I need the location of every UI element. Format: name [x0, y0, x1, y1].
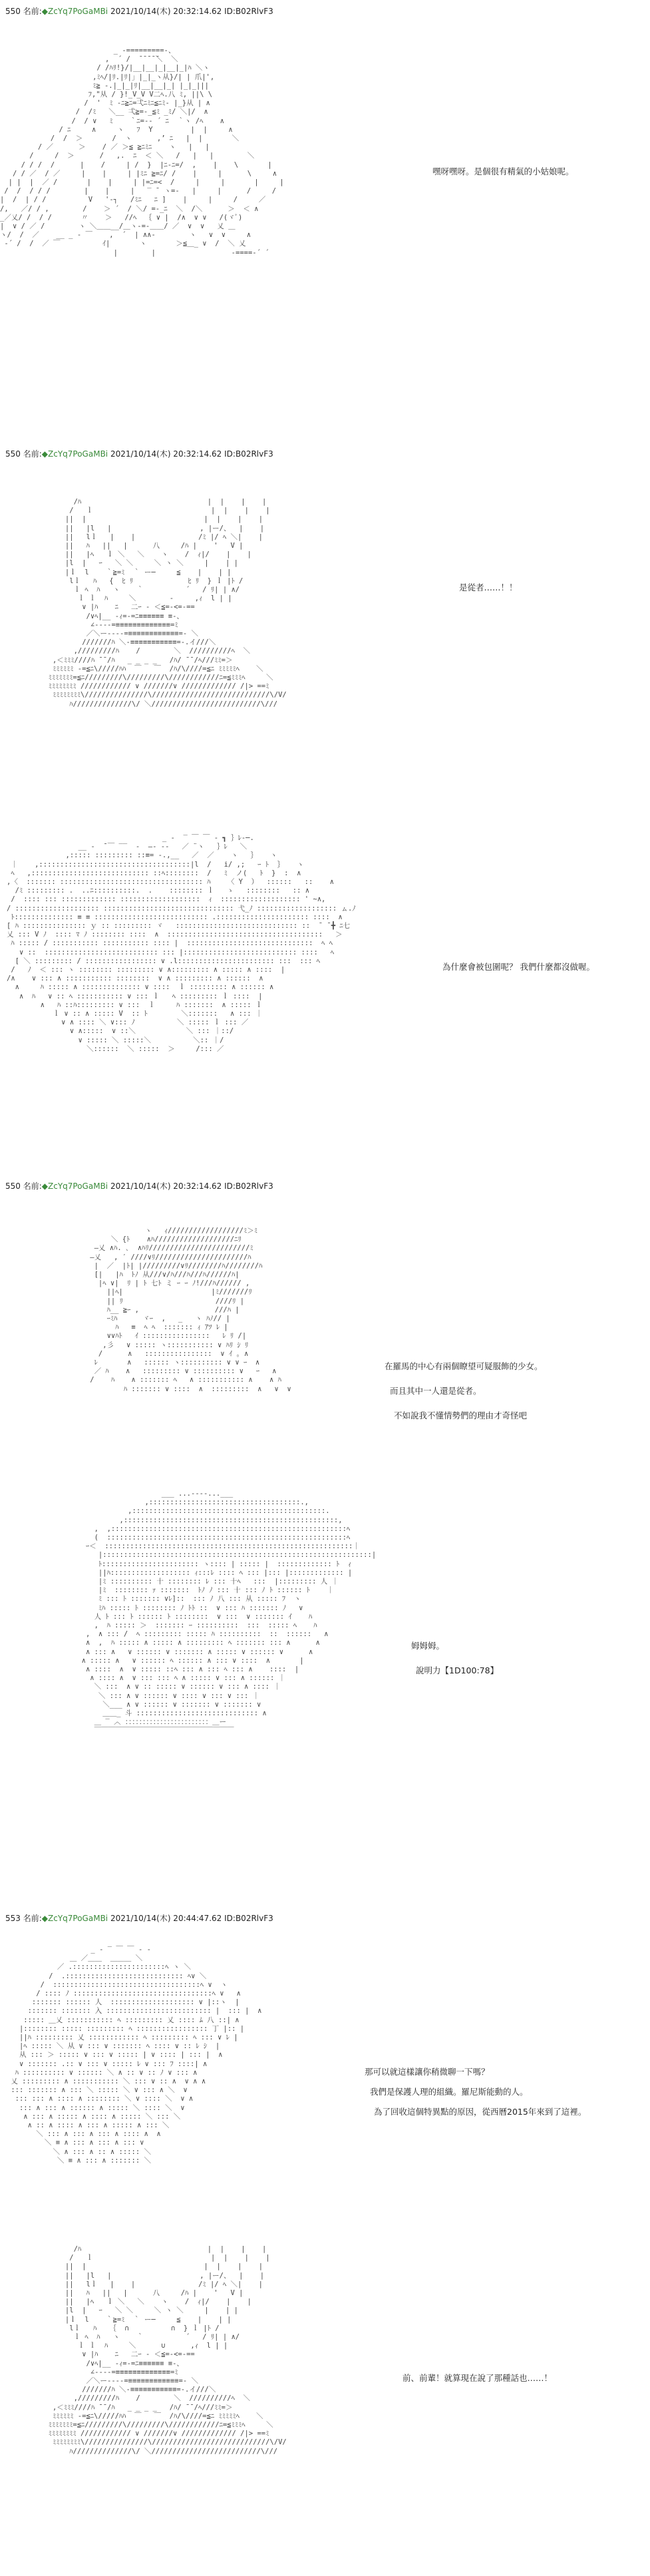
user-id[interactable]: ID:B02RlvF3: [224, 449, 273, 459]
dialogue-line: 為了回收這個特異點的原因，從西曆2015年來到了這裡。: [374, 2107, 587, 2117]
dialogue-line: 為什麼會被包圍呢？ 我們什麼都沒做喔。: [442, 962, 595, 972]
post-header: [5, 1912, 273, 1924]
stat-label: 說明力: [416, 1665, 441, 1675]
dialogue-line: 我們是保護人理的組織。羅尼斯能動的人。: [370, 2087, 528, 2097]
stat-roll: [416, 1664, 498, 1676]
post-number: 550: [5, 1181, 21, 1191]
ascii-art-woman: _ -=========-、 , ´ / ̄ ̄ ̄ ̄ ̄＼ ＼ / /ﾊﾘ!}/|__|__|_|__|_|ﾊ ＼ヽ ,ﾐﾍ/|ﾘ.|ﾘ|」|_|_ヽ从}/| | 爪|', ﾐ≧ -.|_|_|ﾘ|__|__|_| |_|_||| ﾌ,"从 / }!_V_V V二ﾍ.八 ﾐ, ||\ \ / ' ﾐ -ﾆ≧ﾆ=弌ﾆﾐﾆ≦ﾆﾐ- |_}从 | ∧ / /ﾐ ＼__ 弌≧=-_≦ﾐ _ﾐ/ ＼|/ ∧ / / ∨ ﾐ ｀ﾆ=-‐ ´ ﾆ ｀ヽ /ﾍ ∧ / ﾆ ∧ ヽ ﾌ Y | | ∧ / / ＞ / ヽ ,’ ﾆ | | ＼ / ／ ＞ / ／ ＞≦ ≧ﾆﾐﾆ ヽ | | / / ＞ / ,. ﾆ ＜ ＼ / | | ＼ / / / / | / | / } |ﾆ-ﾆ=/ , | \ | / / ／ / ／ | | | |ﾐﾆ ≧=ﾆ/ / | | \ ∧ | | | ／ / | | | |=ﾆ=< / | | | | / / / / / | | | ‾ ̄ ヽ=- | | / / | / | / / V '‐┐ /ﾐﾆ ﾆ ] | | / ／ /, ／/ / , / ＞ ´ / ＼/ =-_ﾆ ＼ /＼ ＞ ＜ ∧ _／乂/ / / / 〃 ＞ //ﾍ ｛ ∨ | /∧ ∨ ∨ /(ヾﾞ) | ∨ / ／ / ヽ ＼＿＿__/＿ヽ-=-＿＿/ ／ ∨ ∨ 乂 ＿ ヽ/ / ／ __ _ ‐ ￣ , ´ | ∧∧‐ ヽ ∨ ∨ ∧ ‐´ / / ／ ￣ ｲ| ヽ ＞≦＿_ ∨ / ＼ 乂 | | ‐====‐´ ´: [0, 47, 284, 257]
post-number: 550: [5, 449, 21, 459]
name-label: 名前:: [23, 7, 42, 16]
post-datetime: 2021/10/14(木) 20:44:47.62: [110, 1914, 222, 1923]
name-label: 名前:: [23, 1914, 42, 1923]
name-label: 名前:: [23, 1181, 42, 1191]
dialogue-line: 那可以就這樣讓你稍微聊一下嗎？: [365, 2067, 490, 2077]
post-datetime: 2021/10/14(木) 20:32:14.62: [110, 7, 222, 16]
stat-value: 1D100:78: [449, 1665, 490, 1675]
stat-bracket-open: 【: [440, 1665, 450, 1675]
tripcode[interactable]: ◆ZcYq7PoGaMBi: [41, 1181, 108, 1191]
dialogue-line: 姆姆姆。: [411, 1641, 445, 1651]
tripcode[interactable]: ◆ZcYq7PoGaMBi: [41, 1914, 108, 1923]
dialogue-line: 前、前輩！就算現在說了那種話也……！: [403, 2373, 553, 2383]
dialogue-line: 不如說我不懂情勢們的理由才奇怪吧: [394, 1410, 528, 1420]
dialogue-line: 是從者……！！: [459, 582, 518, 592]
dialogue-line: 而且其中一人還是從者。: [390, 1386, 482, 1396]
post-datetime: 2021/10/14(木) 20:32:14.62: [110, 1181, 222, 1191]
ascii-art-girl-glasses: _ - ‾ ￣ ￣ ‐ - ＿ ／＿＿ ＿＿＿ ＼ ／ .::::::::::::::::::::::ﾍ ヽ ＼ / .:::::::::::::::::::::::::::: ﾍ∨ ＼ / :::::::::::::::::::::::::::::::::::ﾍ ∨ ヽ / :::: ﾉ :::::::::::::::::::::::::::::::::ﾍ ∨ ∧ ::::::: :::::: 人 :::::::::::::::::::: ∨ |::ヽ | ::::::: ::::::: 入 ::::::::::::::::::::::::: | ::: | ∧ ::::: ＿乂 ::::::::::: ﾍ ::::::::: 乂 :::: ﾑ 八 ::| ∧ |:::::::: ::::: ::::::::: ﾍ ::::::::::::::::: 丁 |:: | ||ﾊ ::::::::: 乂 :::::::::::: ﾍ ::::::::: ﾍ ::: ∨ ﾚ | |ﾍ ::::: ＼ 从 ∨ ::: ∨ ::::::: ﾍ :::: ∨ :: ﾚ ｼ | 从 ::: ＞ ::::: ∨ ::: ∨ ::::: | ∨ :::: | ::: | ∧ ∨ ::::::: .:: ∨ ::: ∨ ::::: ﾚ ∨ ::: ﾌ ::::| ∧ ﾊ :::::::::: ∨ :::::: ＼ ∧ :: ∨ :: ﾉ ∨ ::: ∧ 乂 ::::::::: ∧ ::::::::::: ＼ ::: ∨ :: ∧ ∨ ∧ ∧ ::: ::::::: ∧ ::: ＼ ::::: ＼ ∨ ::: ∧ ＼ ∨ ::: ::: ∧ :::: ∧ :::::::: ＼ ∨ :::: ＼ ∨ ∧ ::: ∧ ::: ∧ :::::: ∧ ::::: ＼ :::: ＼ ∨ ∧ ::: ∧ ::::: ∧ :::: ∧ ::::: ＼ ::: ＼ ∧ :: ∧ :::: ∧ ::: ∧ ::::: ∧ ::: ＼ ＼ ::: ∧ ::: ∧ ::: ∧ :::: ∧ ∧ ＼ ≡ ∧ ::: ∧ ::: ∧ ::: ∨ ＼ ∧ ::: ∧ :: ∧ ::::: ＼ ＼ ≡ ∧ ::: ∧ ::::::: ＼: [11, 1946, 262, 2165]
post-number: 553: [5, 1914, 21, 1923]
post-header: [5, 5, 273, 17]
ascii-art-woman-closeup: _ - ‾ ￣ ￣ ‐ ┓ ｝ﾚ‐─. __ - ̄ ￣ ‾‾ ‐ ―‐ ‐‐ ／ ¨ヽ ｝ﾚ ＼ ,::::: ::::::::: ::≡= -.,__ ／ ／ ヽ ｝ ヽ ｜ ,::::::::::::::::::::::::::::::::::::|l / i/ ,; ｰ ﾄ ｝ ヽ ﾍ ,:::::::::::::::::::::::::::: ::ﾍ:::::::: / ﾐ ノ( ﾄ } : ∧ ,〈 ::::::: :::::::::::::::::::::::::::::::::: ﾊ 〈 Y ） :::::: :: ∧ /ﾐ ::::::::: . ..ﾆ::::::::::. . :::::::: ｌ ゝ :::::::: :: ∧ / :::: ::: ::::::::::::: ::::::::::::::::::: ｨ ::::::::::::::::::: ' ~∧, / :::::::::::::::::::: ::::::::::::::::::::::::::::::: 弋_ﾉ ::::::::::::::::::: ㇺ.ﾉ ﾄ:::::::::::::: ≡ ≡ ::::::::::::::::::::::::::: .:::::::::::::::::::::: :::: ∧ [ ﾊ ::::::::::::::: ｙ :: ::::::::: ヾ ::::::::::::::::::::::::::::: :: ̄ ̄ ╋ ﾆ七 乂 ::: V ﾉ :::: ﾏ ﾉ :::::::: :::: ∧ ::::::::::::::::::::::::::::::::::::: ＞ ﾊ ::::: / ::::::::::: ::::::::::: :::: | :::::::::::::::::::::::::::::: ﾍ ﾍ ∨ :: ::::::::::::::::::::::::::: ::: |::::::::::::::::::::::::::: :::: ﾍ [ ＼ ::::::::: / ::::::::::::::::: ∨ .l::::::::::::::::::::::: ::: ::: ﾍ / ﾉ ＜ ::: ヽ :::::::: ::::::::: ∨ ∧::::::::: ∧ ::::: ∧ :::: | /∧ ∨ ::: ∧ ::::::::::: :::::::: ∨ ∧ ::::::::: ∧ :::::: ∧ ∧ ﾊ ::::: ∧ :::::::::::::: ∨ :::: ｌ ::::::::: ∧ :::::: ∧ ∧ ﾊ ∨ :: ﾍ ::::::::::: ∨ ::: ｌ ﾍ ::::::::: ｌ :::: | ∧ ﾊ ::ﾊ::::::::: ∨ ::: ｌ ﾊ ::::::: ∧ ::::: ｌ ｌ ∨ :: ∧ ::::: V :: ﾄ ＼::::::: ∧ ::: ｜ ∨ ∧ :::: ＼ ∨::: ﾉ ＼ ::::: ｌ ::: ／ ∨ ∧::::: ∨ ::＼ ＼ ::: ｜::/ ∨ ::::: ＼ :::::＼ ＼:: ｜/ ＼:::::: ＼ ::::: ＞ /::: ／: [7, 834, 356, 1053]
dialogue-line: 在羅馬的中心有兩個瞭望可疑服飾的少女。: [385, 1361, 543, 1371]
dialogue-line: 嘿呀嘿呀。是個很有精氣的小姑娘呢。: [432, 166, 574, 176]
post-header: [5, 1180, 273, 1191]
name-label: 名前:: [23, 449, 42, 459]
post-datetime: 2021/10/14(木) 20:32:14.62: [110, 449, 222, 459]
ascii-art-girl-surprised-2: /ﾊ | | | | / ｌ | | | | || | | | | | || |l | , |ー/、 | | || lｌ | | /ﾐ |/ ﾍ ＼| | || ﾊ || | 八 /ﾊ | ' V | || |ﾍ ｌ ＼ ＼ ヽ / ｨ|/ | | |l | ｰ ＼ ＼ ＼ ヽ ＼ | | | |ｌ l ｀≧=ﾐ ｀ ー─ ≦ | | | lｌ ﾊ ｛ ∩ ∩ } ｌ |ﾄ / ｌ ﾍ ﾊ ヽ ｀ ´ / ﾘ| | ∧/ ｌ ｌ ﾊ ＼ ∪ ,ｨ l | | ∨ |ﾊ ﾆ 二ｰ ‐ ＜≦=-<=-== /∨ﾍ|__ -ｨ=‐=ﾆ≡≡≡≡≡≡ ≡-、 ∠----=≡≡≡≡≡≡≡≡≡≡≡≡≡=ﾐ ／＼ー----=≡≡≡≡≡≡≡≡≡≡≡≡=- ＼ ///////ﾊ ＼-≡≡≡≡≡≡≡≡≡≡≡=-.イ///＼ ,/////////ﾊ / ＼ //////////ﾍ ＼ ,＜ﾐﾐﾐ////ﾊ ̄ ̄ /ﾊ _ _ _ _ /ﾊ/ ̄ ̄ /ﾍ///ﾐﾐ=＞ ﾐﾐﾐﾐﾐﾐ -=≦ﾆ\/////ﾊﾊ ￣ ￣ /ﾊ/\////=≦ﾆ ﾐﾐﾐﾐﾐﾍ ＼ ﾐﾐﾐﾐﾐﾐﾐ=≦ﾆ/////////\/////////\////////////ﾆ=≦ﾐﾐﾐﾍ ＼ ﾐﾐﾐﾐﾐﾐﾐﾐ //////////// ∨ ///////∨ ///////////// /|> ==ﾐ ﾐﾐﾐﾐﾐﾐﾐﾐ\///////////////\////////////////////////////\/V/ ﾊ//////////////\/ ＼//////////////////////////\///: [48, 2245, 287, 2456]
post-header: [5, 448, 273, 459]
post-number: 550: [5, 7, 21, 16]
user-id[interactable]: ID:B02RlvF3: [224, 1181, 273, 1191]
ascii-art-girl-back: ___ ...----...___ ,::::::::::::::::::::::::::::::::::::., ,::::::::::::::::::::::::::::::::::::::::::::::. ,:::::::::::::::::::::::::::::::::::::::::::::::::::, , ,::::::::::::::::::::::::::::::::::::::::::::::::::::::::ﾍ ( :::::::::::::::::::::::::::::::::::::::::::::::::::::::::ﾍ ｰ＜ :::::::::::::::::::::::::::::::::::::::::::::::::::::::::::｜ |::::::::::::::::::::::::::::::::::::::::::::::::::::::::::::::::| ﾄ::::::::::::::::::::::: ヽ:::: | ::::: | ::::::::::::: ﾄ ｨ ||ﾊ::::::::::::::::::: ｨ:::ﾚ :::: ﾍ ::: |::: |::::::::::::: | |ﾐ :::::::::: 十 :::::::: ﾚ ::: 十ﾍ ::: |::::::::: 人 ｜ |ﾐ :::::::: ｧ ::::::: ﾄﾉ ﾉ ::: 十 ::: ﾉ ﾄ :::::: ﾄ ｜ ﾐ ::: ﾄ ::::::: ∨ﾚ]:: ::: ﾉ 八 ::: 从 ::::: ﾌ ヽ ﾐﾊ ::::: ﾄ :::::::: ﾉ ﾄﾄ :: ∨ ::: ﾊ ::::::: ﾉ ∨ 人 ﾄ ::: ﾄ :::::: ﾄ :::::::: ∨ ::: ∨ ::::::: ｲ ﾊ , ﾊ ::::: ＞ ::::::: ｰ :::::::::: ::: ::::: ﾍ ﾊ , ∧ ::: / ﾍ ::::::::: ::::: ﾊ :::::::::: :: :::::: ∧ ∧ , ﾊ ::::: ∧ ::::: ∧ ::::::::: ﾍ ::::::: ::: ∧ ∧ ∧ ::: ∧ ∨ :::::: ∨ ::::::: ∧ ::::: ∨ :::::: ∨ ∧ ∧ ::::: ∧ ∨ :::::: ﾍ :::::: ∧ ::: ∨ :::: ∧ | ∧ :::: ∧ ∨ ::::: ::ﾍ ::: ∧ ::: ﾍ ::: ∧ :::: | ∧ :::: ∧ ∨ ::: ::: ﾍ ∧ ::::: ∨ ::: ∧ :::::: ｜ ＼ ::: ∧ ∨ :: ::::: ∨ :::::: ∨ ::: ∧ :::: ｜ ＼ ::: ∧ ∨ :::::: ∨ :::: ∨ ::: ∨ ::: ｜ ＼___ ∧ ∨ :::::: ∨ ::::::: ∨ ::::::: ∨ ＿＿_ 斗 ::::::::::::::::::::::::::::: ∧ ＿ ‾ ︿ ：：：：：：：：：：：：：：：：：：：：：：：：＿ー ￣￣￣￣￣￣￣￣￣￣￣￣￣￣￣￣￣￣￣￣: [81, 1490, 377, 1735]
tripcode[interactable]: ◆ZcYq7PoGaMBi: [41, 449, 108, 459]
user-id[interactable]: ID:B02RlvF3: [224, 1914, 273, 1923]
ascii-art-girl-surprised: /ﾊ | | | | / ｌ | | | | || | | | | | || |l | , |ー/、 | | || lｌ | | /ﾐ |/ ﾍ ＼| | || ﾊ || | 八 /ﾊ | ' V | || |ﾍ ｌ ＼ ＼ ヽ / ｨ|/ | | |l | ｰ ＼ ＼ ＼ ヽ ＼ | | | |ｌ l ｀≧=ﾐ ｀ ー─ ≦ | | | lｌ ﾊ { ﾋ ﾘ ﾋ ﾘ } ｌ |ﾄ / ｌ ﾍ ﾊ ヽ ｀ ´ / ﾘ| | ∧/ ｌ ｌ ﾊ ＼ ‐ ,ｨ l | | ∨ |ﾊ ﾆ 二ｰ ‐ ＜≦=-<=-== /∨ﾍ|__ -ｨ=‐=ﾆ≡≡≡≡≡≡ ≡-、 ∠----=≡≡≡≡≡≡≡≡≡≡≡≡≡=ﾐ ／＼ー----=≡≡≡≡≡≡≡≡≡≡≡≡=- ＼ ///////ﾊ ＼-≡≡≡≡≡≡≡≡≡≡≡=-.イ///＼ ,/////////ﾊ / ＼ //////////ﾍ ＼ ,＜ﾐﾐﾐ////ﾊ ̄ ̄ /ﾊ _ _ _ _ /ﾊ/ ̄ ̄ /ﾍ///ﾐﾐ=＞ ﾐﾐﾐﾐﾐﾐ -=≦ﾆ\/////ﾊﾊ ￣ ￣ /ﾊ/\////=≦ﾆ ﾐﾐﾐﾐﾐﾍ ＼ ﾐﾐﾐﾐﾐﾐﾐ=≦ﾆ/////////\/////////\////////////ﾆ=≦ﾐﾐﾐﾍ ＼ ﾐﾐﾐﾐﾐﾐﾐﾐ //////////// ∨ ///////∨ ///////////// /|> ==ﾐ ﾐﾐﾐﾐﾐﾐﾐﾐ\///////////////\////////////////////////////\/V/ ﾊ//////////////\/ ＼//////////////////////////\///: [48, 498, 287, 708]
tripcode[interactable]: ◆ZcYq7PoGaMBi: [41, 7, 108, 16]
ascii-art-girl-hooded: ヽ ｨ//////////////////ﾐ＞ﾐ ＼ {ﾄ ∧ﾊ///////////////////ﾆﾘ ―乂 ∧ﾊ. ､ ∧ﾊﾘ////////////////////////ﾐ ―乂 , ′ ////∨ﾘ//////////////////////ﾊ | ／ |ﾄ| |/////////∨ﾘ////////ﾊ////////ﾊ [| |ﾊ ﾄﾉ 从///∨/ﾊ///ﾊ///ﾊ//////ﾊ| |ﾍ ∨| ﾘ | ﾄ 七ﾄ ミ ｰ ｰ ﾉ!///ﾊ////// , ||ﾍ| |ﾐ///////ﾘ || ﾘ ////ﾘ | ﾊ__ ≧ｰ , ///ﾊ | ｰﾐﾊ ヾｰ , _ ヽ ﾊﾉ// | ﾊ ≡ ﾍ ﾍ ::::::: ｨ ｱﾂ ﾚ | ∨∨ﾊﾄ ｲ :::::::::::::::: ﾚ ﾘ /| ,彡 ∨ ::::: ヽ::::::::::: ∨ ﾊﾘ ｼ ﾘ / ∧ :::::::::::::::: ∨ ｲ ｡ ∧ ﾚ ∧ :::::: ヽ:::::::::: ∨ ∨ ｰ ∧ ／ ﾊ ∧ ::::::::: ∨ :::::::::: ∨ ｰ ∧ / ﾊ ∧ ::::::: ﾍ ∧ ::::::::::: ∧ ∧ ﾊ ﾊ ::::::: ∨ :::: ∧ ::::::::: ∧ ∨ ∨: [90, 1227, 291, 1393]
user-id[interactable]: ID:B02RlvF3: [224, 7, 273, 16]
stat-bracket-close: 】: [490, 1665, 499, 1675]
